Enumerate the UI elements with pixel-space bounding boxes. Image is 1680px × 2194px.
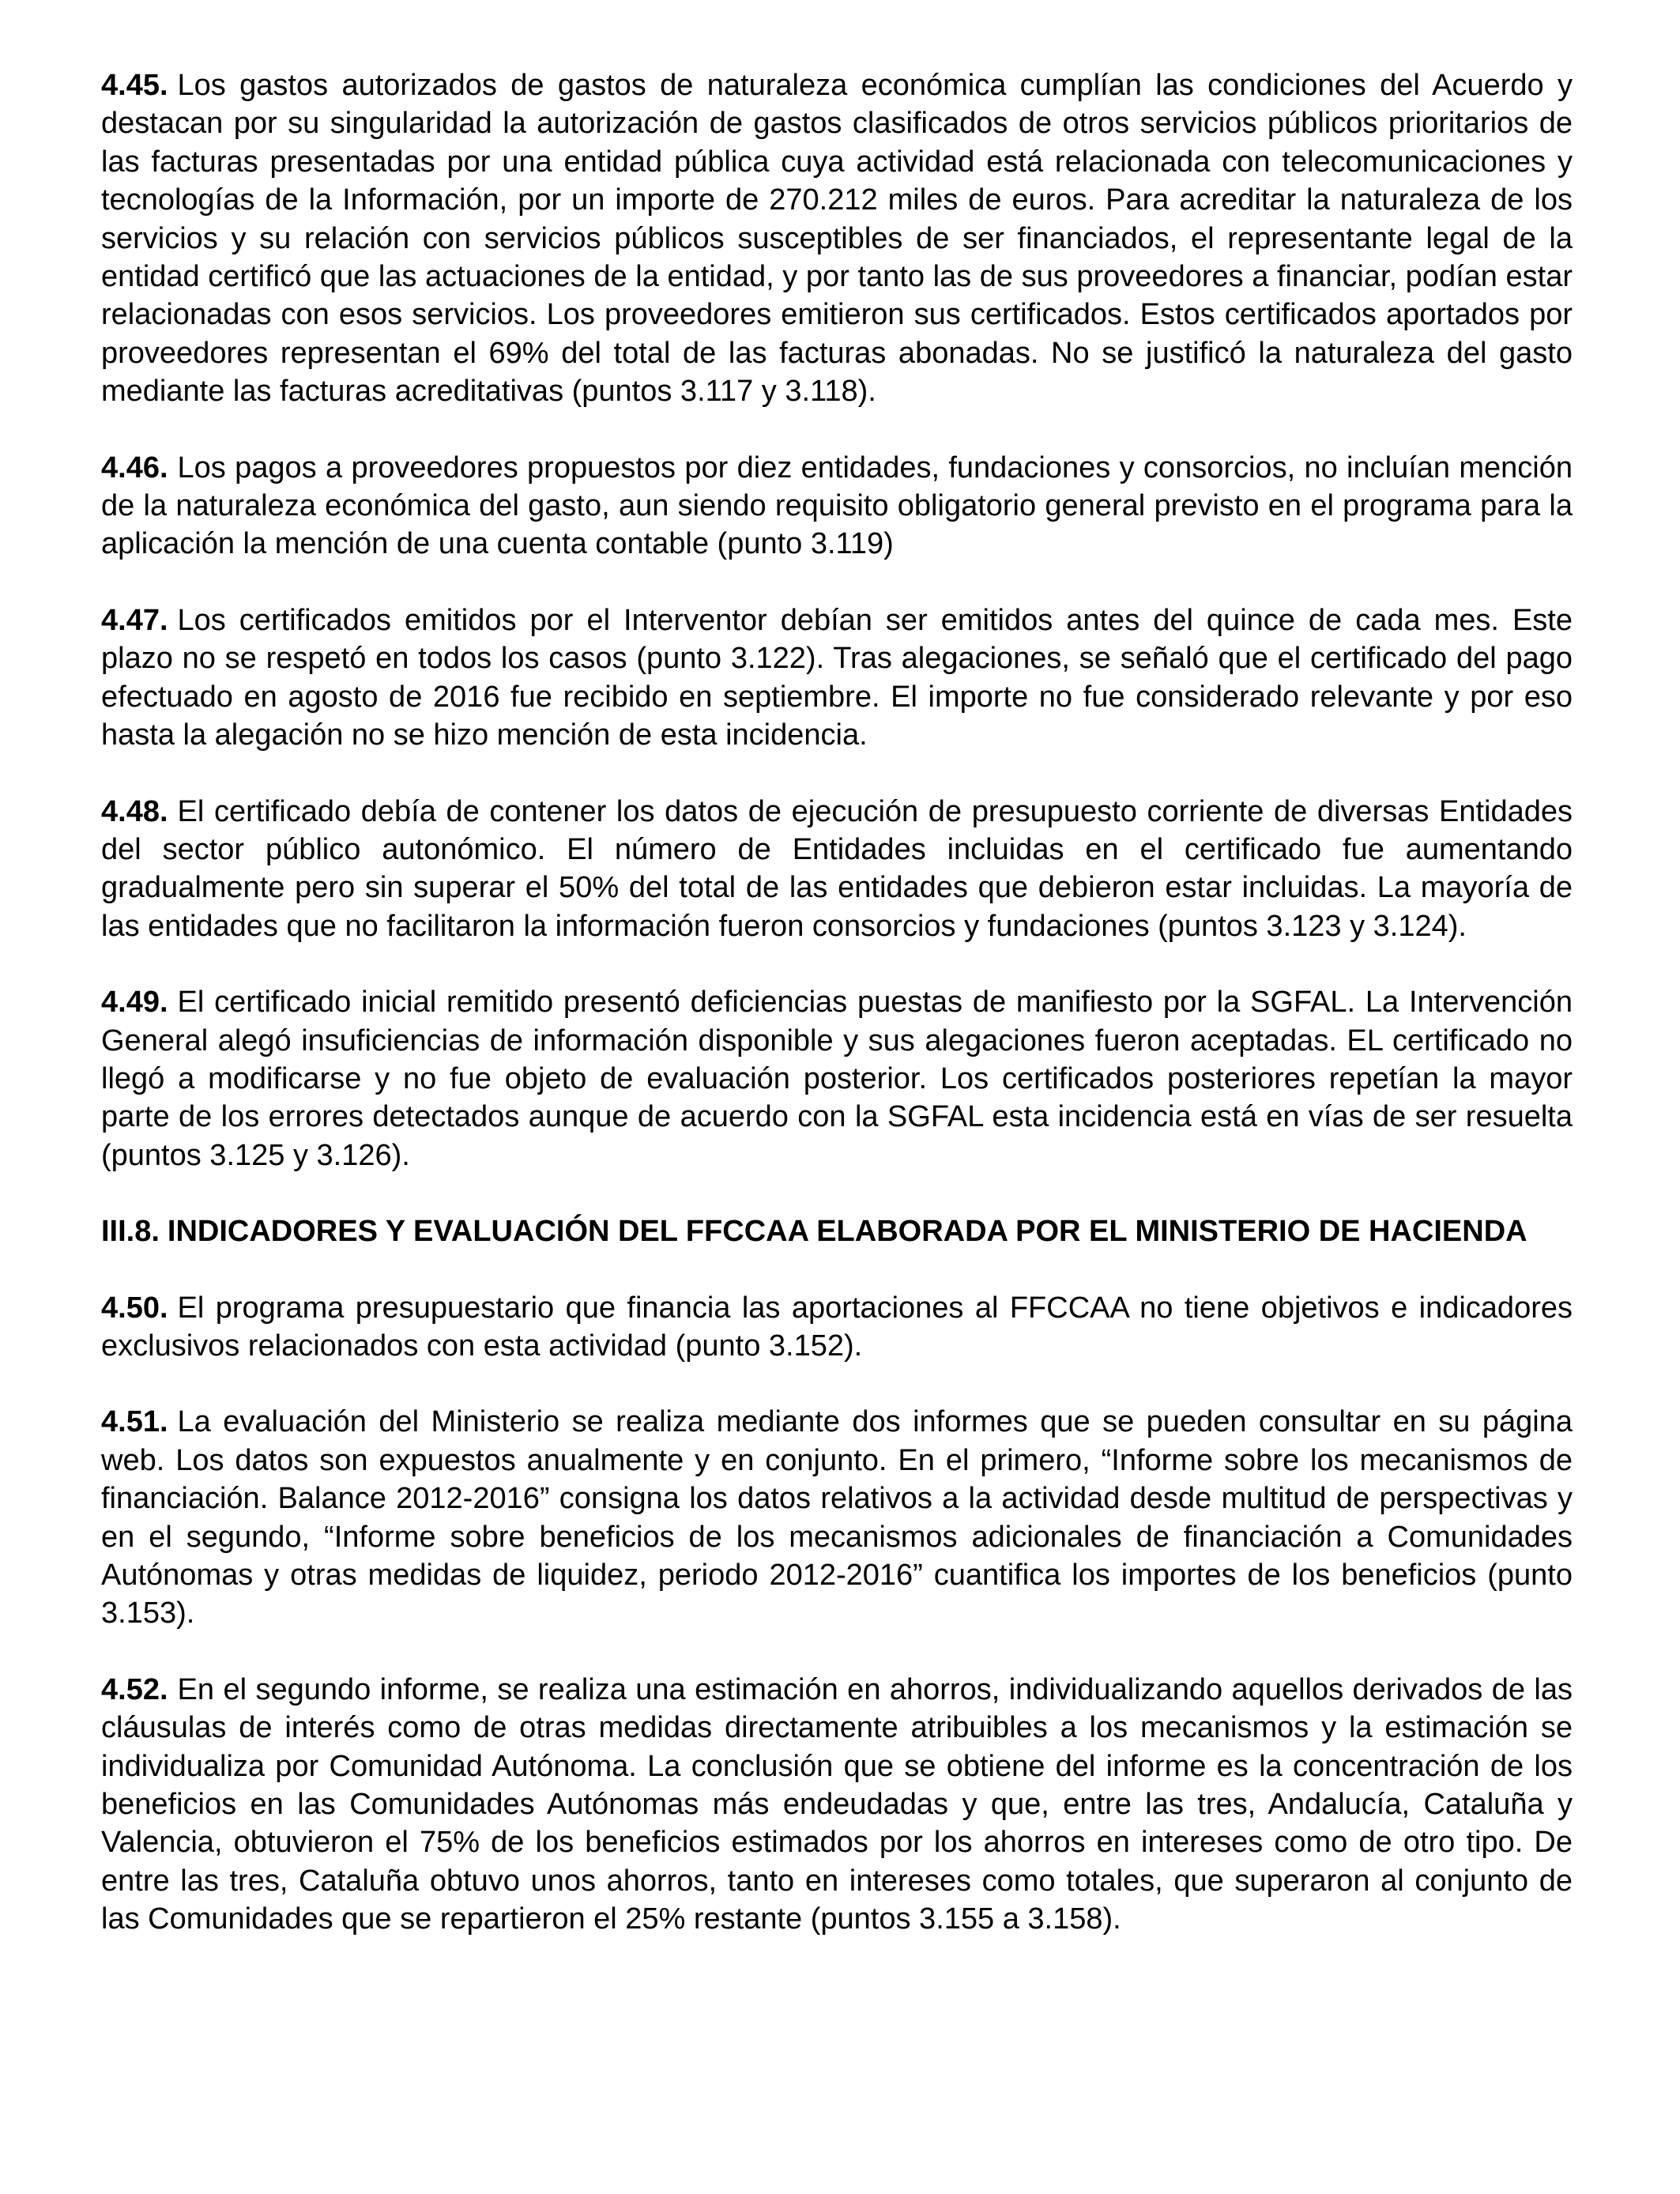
paragraph-number: 4.46. (101, 450, 168, 484)
paragraph-text: En el segundo informe, se realiza una estimación en ahorros, individualizando aquellos derivados de las cláusulas de interés como de otras medidas directamente atribuibles a los mecanismos y la estimación se individualiza por Comunidad Autónoma. La conclusión que se obtiene del informe es la concentración de los beneficios en las Comunidades Autónomas más endeudadas y que, entre las tres, Andalucía, Cataluña y Valencia, obtuvieron el 75% de los beneficios estimados por los ahorros en intereses como de otro tipo. De entre las tres, Cataluña obtuvo unos ahorros, tanto en intereses como totales, que superaron al conjunto de las Comunidades que se repartieron el 25% restante (puntos 3.155 a 3.158). (101, 1672, 1573, 1936)
paragraph-text: La evaluación del Ministerio se realiza mediante dos informes que se pueden consultar en su página web. Los datos son expuestos anualmente y en conjunto. En el primero, “Informe sobre los mecanismos de financiación. Balance 2012-2016” consigna los datos relativos a la actividad desde multitud de perspectivas y en el segundo, “Informe sobre beneficios de los mecanismos adicionales de financiación a Comunidades Autónomas y otras medidas de liquidez, periodo 2012-2016” cuantifica los importes de los beneficios (punto 3.153). (101, 1405, 1573, 1630)
paragraph-number: 4.47. (101, 603, 168, 637)
paragraph-4-50 (101, 1289, 1573, 1366)
paragraph-number: 4.48. (101, 794, 168, 828)
paragraph-4-46 (101, 449, 1573, 564)
paragraph-text: Los gastos autorizados de gastos de naturaleza económica cumplían las condiciones del Acuerdo y destacan por su singularidad la autorización de gastos clasificados de otros servicios públicos prioritarios de las facturas presentadas por una entidad pública cuya actividad está relacionada con telecomunicaciones y tecnologías de la Información, por un importe de 270.212 miles de euros. Para acreditar la naturaleza de los servicios y su relación con servicios públicos susceptibles de ser financiados, el representante legal de la entidad certificó que las actuaciones de la entidad, y por tanto las de sus proveedores a financiar, podían estar relacionadas con esos servicios. Los proveedores emitieron sus certificados. Estos certificados aportados por proveedores representan el 69% del total de las facturas abonadas. No se justificó la naturaleza del gasto mediante las facturas acreditativas (puntos 3.117 y 3.118). (101, 69, 1573, 409)
paragraph-text: El certificado inicial remitido presentó deficiencias puestas de manifiesto por la SGFAL. La Intervención General alegó insuficiencias de información disponible y sus alegaciones fueron aceptadas. EL certificado no llegó a modificarse y no fue objeto de evaluación posterior. Los certificados posteriores repetían la mayor parte de los errores detectados aunque de acuerdo con la SGFAL esta incidencia está en vías de ser resuelta (puntos 3.125 y 3.126). (101, 986, 1573, 1172)
paragraph-text: Los certificados emitidos por el Interventor debían ser emitidos antes del quince de cada mes. Este plazo no se respetó en todos los casos (punto 3.122). Tras alegaciones, se señaló que el certificado del pago efectuado en agosto de 2016 fue recibido en septiembre. El importe no fue considerado relevante y por eso hasta la alegación no se hizo mención de esta incidencia. (101, 603, 1573, 752)
paragraph-4-47 (101, 601, 1573, 755)
paragraph-number: 4.45. (101, 69, 168, 102)
paragraph-text: Los pagos a proveedores propuestos por diez entidades, fundaciones y consorcios, no incluían mención de la naturaleza económica del gasto, aun siendo requisito obligatorio general previsto en el programa para la aplicación la mención de una cuenta contable (punto 3.119) (101, 450, 1573, 561)
paragraph-4-45 (101, 66, 1573, 411)
paragraph-number: 4.50. (101, 1291, 168, 1325)
paragraph-number: 4.49. (101, 986, 168, 1020)
section-number: III.8. (101, 1215, 160, 1249)
paragraph-number: 4.51. (101, 1405, 168, 1439)
paragraph-4-48 (101, 793, 1573, 946)
paragraph-text: El certificado debía de contener los datos de ejecución de presupuesto corriente de diversas Entidades del sector público autonómico. El número de Entidades incluidas en el certificado fue aumentando gradualmente pero sin superar el 50% del total de las entidades que debieron estar incluidas. La mayoría de las entidades que no facilitaron la información fueron consorcios y fundaciones (puntos 3.123 y 3.124). (101, 794, 1573, 943)
paragraph-4-52 (101, 1671, 1573, 1939)
paragraph-number: 4.52. (101, 1672, 168, 1706)
section-title: INDICADORES Y EVALUACIÓN DEL FFCCAA ELABORADA POR EL MINISTERIO DE HACIENDA (167, 1215, 1527, 1249)
paragraph-4-51 (101, 1403, 1573, 1632)
paragraph-4-49 (101, 983, 1573, 1174)
section-heading (101, 1212, 1573, 1250)
document-page (101, 66, 1573, 1939)
paragraph-text: El programa presupuestario que financia las aportaciones al FFCCAA no tiene objetivos e indicadores exclusivos relacionados con esta actividad (punto 3.152). (101, 1291, 1573, 1363)
